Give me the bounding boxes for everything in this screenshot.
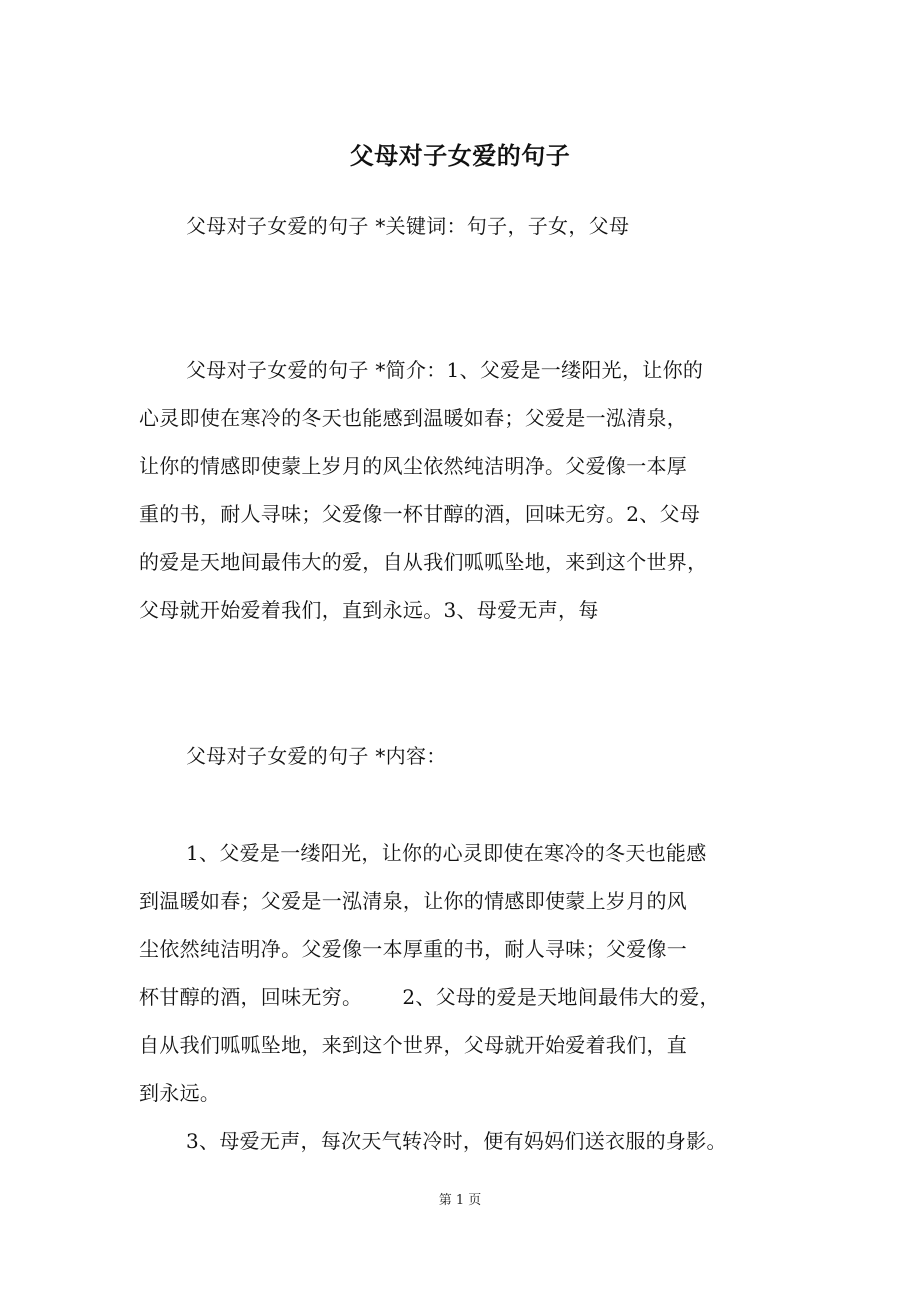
content-line-3: 尘依然纯洁明净。父爱像一本厚重的书，耐人寻味；父爱像一 (139, 937, 688, 961)
intro-line-6: 父母就开始爱着我们，直到永远。3、母爱无声，每 (139, 598, 599, 622)
content-line-4a: 杯甘醇的酒，回味无穷。 (139, 985, 363, 1009)
content-line-2: 到温暖如春；父爱是一泓清泉，让你的情感即使蒙上岁月的风 (139, 889, 688, 913)
content-line-6: 到永远。 (139, 1081, 221, 1105)
intro-line-3: 让你的情感即使蒙上岁月的风尘依然纯洁明净。父爱像一本厚 (139, 454, 688, 478)
content-line-7: 3、母爱无声，每次天气转冷时，便有妈妈们送衣服的身影。 (186, 1129, 727, 1153)
intro-line-1: 父母对子女爱的句子 *简介：1、父爱是一缕阳光，让你的 (186, 358, 704, 382)
keywords-line: 父母对子女爱的句子 *关键词：句子，子女，父母 (186, 214, 630, 238)
page-footer: 第 1 页 (438, 1193, 482, 1208)
content-line-5: 自从我们呱呱坠地，来到这个世界，父母就开始爱着我们，直 (139, 1033, 688, 1057)
content-heading: 父母对子女爱的句子 *内容： (186, 744, 447, 768)
intro-line-4: 重的书，耐人寻味；父爱像一杯甘醇的酒，回味无穷。2、父母 (139, 502, 701, 526)
intro-line-2: 心灵即使在寒冷的冬天也能感到温暖如春；父爱是一泓清泉， (139, 406, 688, 430)
content-line-1: 1、父爱是一缕阳光，让你的心灵即使在寒冷的冬天也能感 (186, 841, 707, 865)
content-line-4 (139, 982, 720, 1012)
content-line-4b: 2、父母的爱是天地间最伟大的爱， (402, 985, 720, 1009)
intro-line-5: 的爱是天地间最伟大的爱，自从我们呱呱坠地，来到这个世界， (139, 550, 708, 574)
document-title: 父母对子女爱的句子 (349, 142, 571, 170)
